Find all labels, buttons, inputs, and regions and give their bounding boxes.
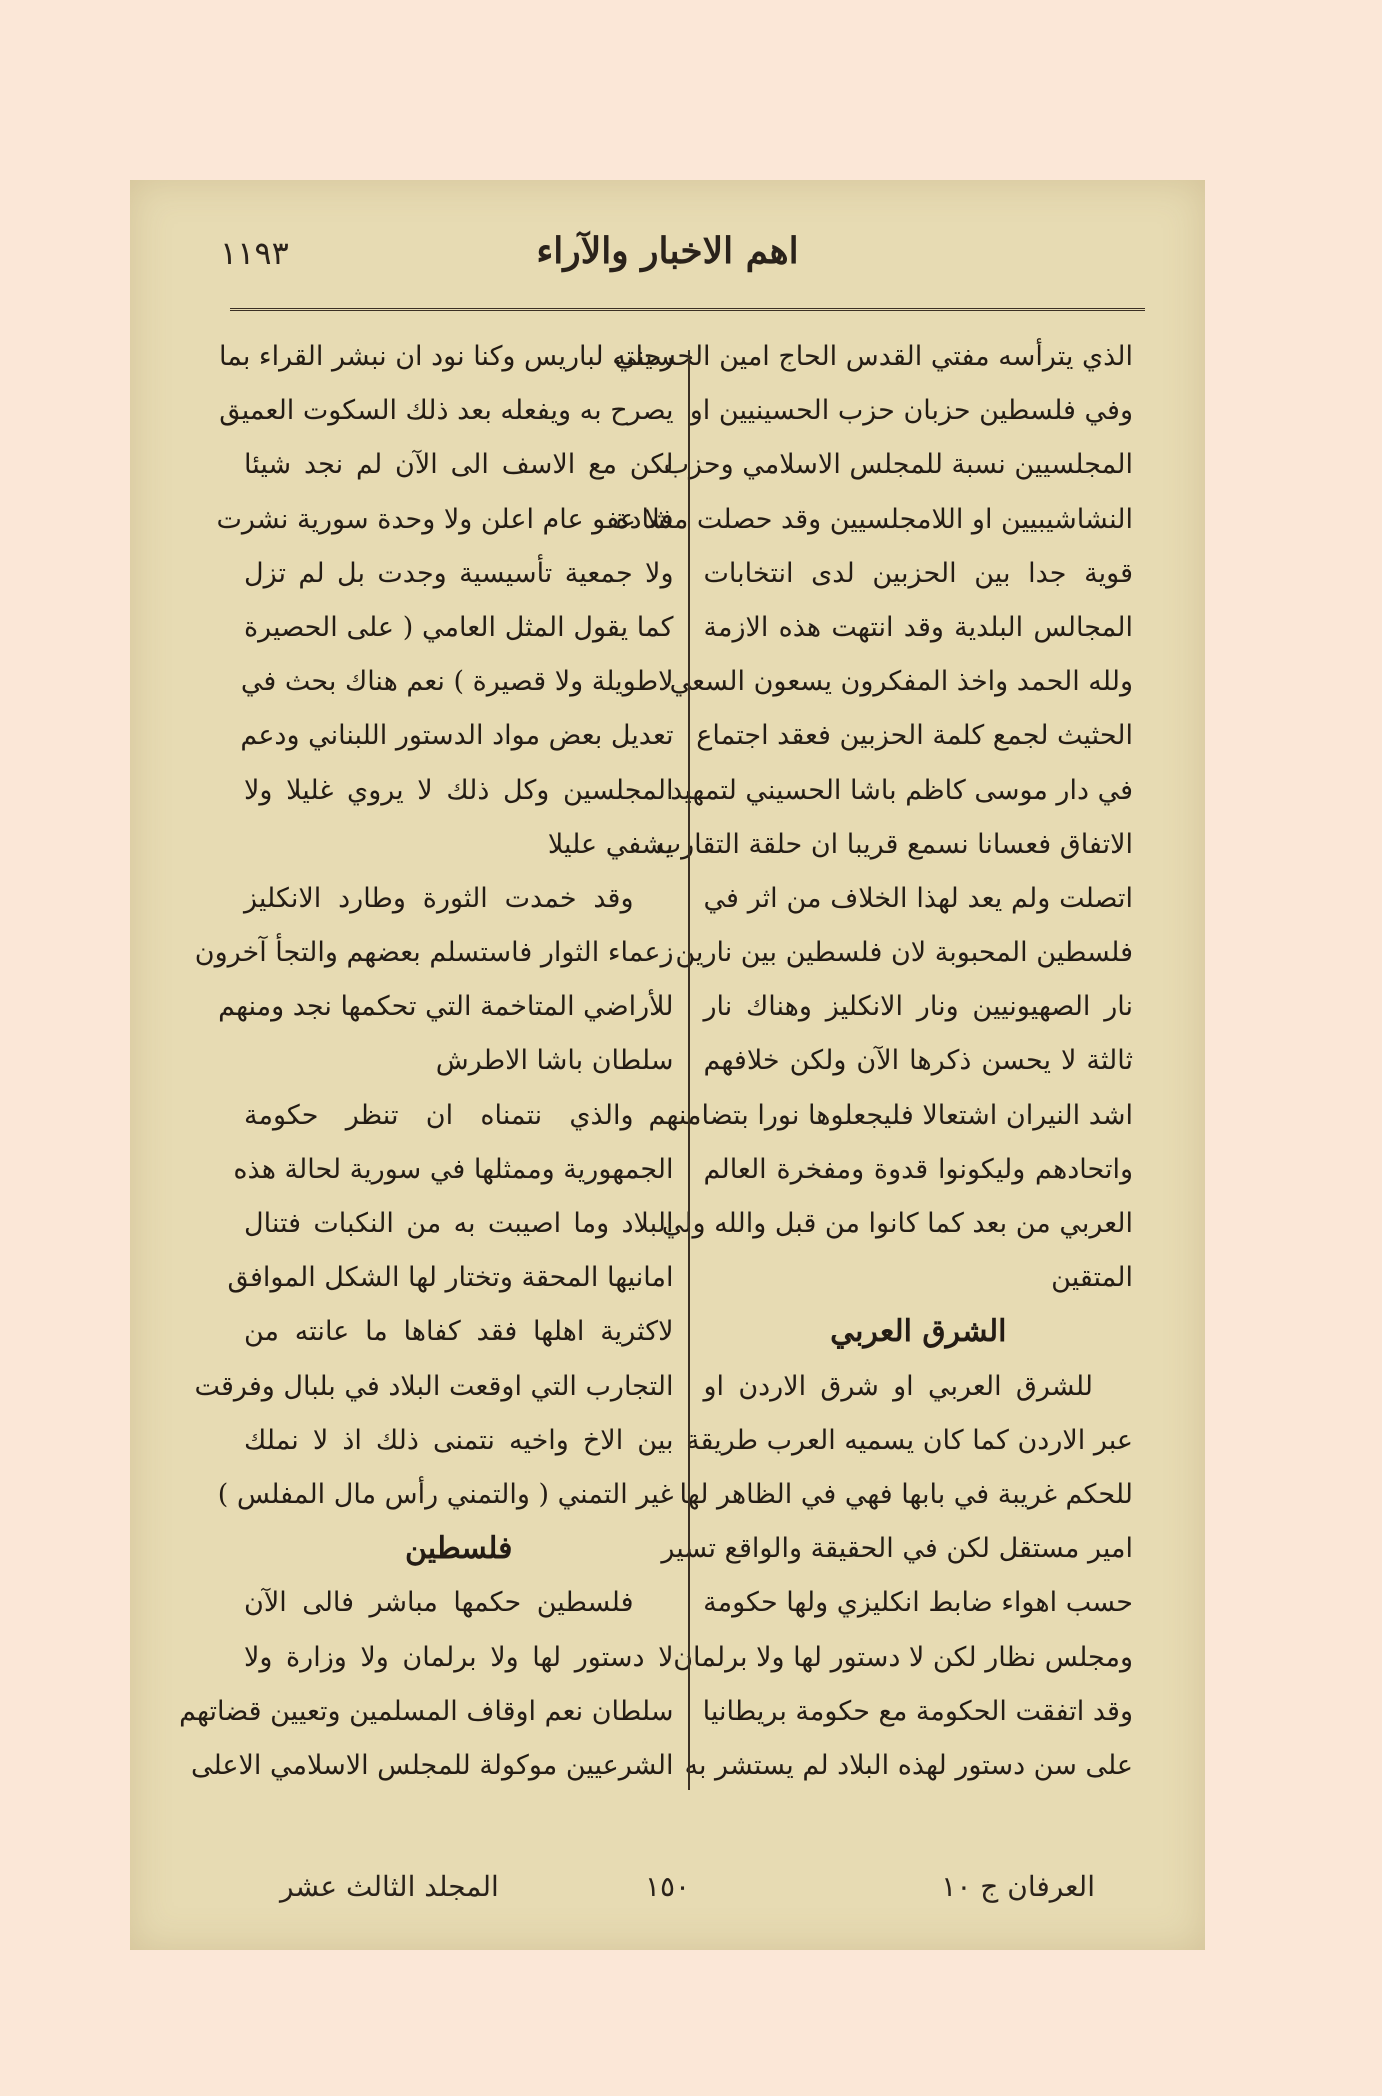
text-line: النشاشيبيين او اللامجلسيين وقد حصلت مشادة (615, 503, 1133, 535)
right-column (179, 330, 688, 1790)
text-line: المجالس البلدية وقد انتهت هذه الازمة (703, 611, 1133, 643)
text-line: فلا عفو عام اعلن ولا وحدة سورية نشرت (216, 503, 674, 535)
text-line: اشد النيران اشتعالا فليجعلوها نورا بتضامنهم (648, 1099, 1133, 1131)
footer-volume: المجلد الثالث عشر (280, 1870, 499, 1903)
text-line: في دار موسى كاظم باشا الحسيني لتمهيد (670, 774, 1133, 806)
text-line: على سن دستور لهذه البلاد لم يستشر به (684, 1749, 1133, 1781)
left-column (614, 330, 1148, 1790)
document-page (130, 180, 1205, 1950)
text-line: سلطان نعم اوقاف المسلمين وتعيين قضاتهم (179, 1695, 674, 1727)
text-line: الجمهورية وممثلها في سورية لحالة هذه (233, 1153, 674, 1185)
footer-journal: العرفان ج ١٠ (941, 1870, 1095, 1903)
text-line: بين الاخ واخيه نتمنى ذلك اذ لا نملك (244, 1424, 674, 1456)
section-heading: الشرق العربي (830, 1314, 1007, 1350)
text-line: والذي نتمناه ان تنظر حكومة (244, 1099, 634, 1131)
footer-page-number: ١٥٠ (644, 1870, 691, 1903)
text-line: المتقين (1051, 1262, 1133, 1294)
text-line: وقد اتفقت الحكومة مع حكومة بريطانيا (702, 1695, 1133, 1727)
text-line: التجارب التي اوقعت البلاد في بلبال وفرقت (194, 1370, 674, 1402)
text-line: البلاد وما اصيبت به من النكبات فتنال (244, 1208, 674, 1239)
text-line: فلسطين حكمها مباشر فالى الآن (244, 1587, 634, 1619)
text-line: لكن مع الاسف الى الآن لم نجد شيئا (244, 449, 674, 481)
text-line: واتحادهم وليكونوا قدوة ومفخرة العالم (703, 1153, 1133, 1185)
text-line: يشفي عليلا (547, 828, 674, 860)
text-line: كما يقول المثل العامي ( على الحصيرة (244, 611, 674, 643)
text-line: للشرق العربي او شرق الاردن او (703, 1370, 1093, 1402)
text-line: ولله الحمد واخذ المفكرون يسعون السعي (669, 666, 1133, 698)
text-line: غير التمني ( والتمني رأس مال المفلس ) (217, 1478, 674, 1510)
text-line: للحكم غريبة في بابها فهي في الظاهر لها (679, 1478, 1133, 1510)
header-page-number: ١١٩٣ (220, 234, 289, 272)
text-line: حسب اهواء ضابط انكليزي ولها حكومة (703, 1587, 1133, 1619)
text-line: لاطويلة ولا قصيرة ) نعم هناك بحث في (240, 666, 674, 698)
text-line: رحلته لباريس وكنا نود ان نبشر القراء بما (218, 341, 674, 372)
text-line: نار الصهيونيين ونار الانكليز وهناك نار (703, 991, 1133, 1023)
page-footer (130, 1870, 1205, 1920)
text-line: اتصلت ولم يعد لهذا الخلاف من اثر في (703, 882, 1133, 914)
text-line: لا دستور لها ولا برلمان ولا وزارة ولا (244, 1641, 674, 1673)
text-line: العربي من بعد كما كانوا من قبل والله ولي (661, 1208, 1133, 1239)
text-line: ولا جمعية تأسيسية وجدت بل لم تزل (244, 557, 674, 589)
section-heading: فلسطين (404, 1531, 513, 1567)
text-line: امير مستقل لكن في الحقيقة والواقع تسير (661, 1533, 1133, 1565)
text-line: سلطان باشا الاطرش (435, 1045, 674, 1077)
text-line: تعديل بعض مواد الدستور اللبناني ودعم (240, 720, 674, 752)
text-line: يصرح به ويفعله بعد ذلك السكوت العميق (219, 395, 674, 427)
text-line: المجلسيين نسبة للمجلس الاسلامي وحزب (663, 449, 1133, 481)
text-line: ومجلس نظار لكن لا دستور لها ولا برلمان (673, 1641, 1133, 1673)
text-line: المجلسين وكل ذلك لا يروي غليلا ولا (244, 774, 674, 806)
text-line: فلسطين المحبوبة لان فلسطين بين نارين (675, 937, 1133, 969)
text-line: الشرعيين موكولة للمجلس الاسلامي الاعلى (190, 1749, 674, 1781)
running-title: اهم الاخبار والآراء (536, 230, 799, 272)
text-line: عبر الاردن كما كان يسميه العرب طريقة (686, 1424, 1133, 1456)
text-columns (179, 330, 1145, 1790)
text-line: لاكثرية اهلها فقد كفاها ما عانته من (244, 1316, 674, 1348)
text-line: للأراضي المتاخمة التي تحكمها نجد ومنهم (218, 991, 674, 1023)
text-line: وقد خمدت الثورة وطارد الانكليز (244, 882, 634, 914)
text-line: الحثيث لجمع كلمة الحزبين فعقد اجتماع (696, 720, 1133, 752)
text-line: قوية جدا بين الحزبين لدى انتخابات (703, 557, 1133, 589)
text-line: ثالثة لا يحسن ذكرها الآن ولكن خلافهم (703, 1045, 1133, 1077)
column-divider (688, 350, 690, 1790)
header-rule (230, 308, 1145, 311)
text-line: وفي فلسطين حزبان حزب الحسينيين او (689, 395, 1133, 427)
text-line: الذي يترأسه مفتي القدس الحاج امين الحسيني (614, 341, 1133, 372)
text-line: زعماء الثوار فاستسلم بعضهم والتجأ آخرون (194, 937, 674, 969)
text-line: امانيها المحقة وتختار لها الشكل الموافق (227, 1262, 674, 1294)
page-header (130, 230, 1205, 290)
text-line: الاتفاق فعسانا نسمع قريبا ان حلقة التقارب (655, 828, 1133, 860)
